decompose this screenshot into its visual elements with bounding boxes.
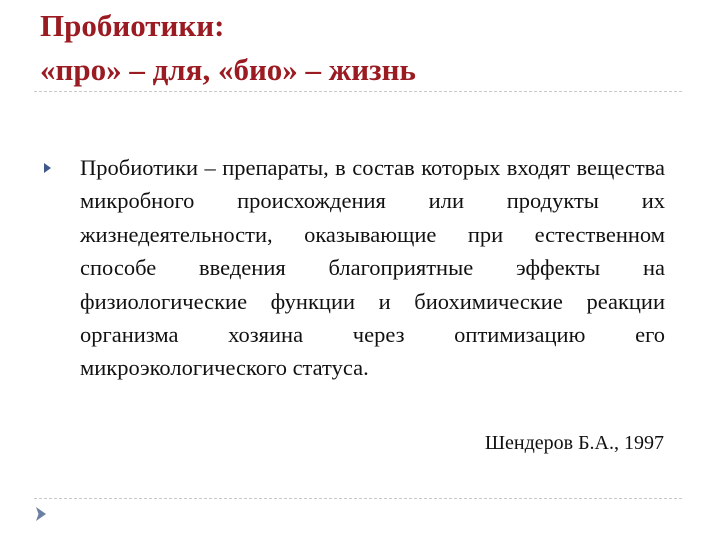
chevron-right-shape <box>36 507 46 521</box>
triangle-bullet-icon <box>44 163 51 173</box>
title-line-2: «про» – для, «био» – жизнь <box>40 52 416 87</box>
slide-title <box>40 4 680 92</box>
title-line-1: Пробиотики: <box>40 8 225 43</box>
title-divider <box>34 91 682 92</box>
citation: Шендеров Б.А., 1997 <box>484 432 664 454</box>
footer-divider <box>34 498 682 499</box>
definition-text: Пробиотики – препараты, в состав которых входят вещества микробного происхождения или продукты их жизнедеятельности, оказывающие при естественном способе введения благоприятные эффекты на физиологические функции и биохимические реакции организма хозяина через оптимизацию его микроэкологического статуса. <box>80 155 665 381</box>
chevron-right-icon[interactable] <box>34 506 48 522</box>
